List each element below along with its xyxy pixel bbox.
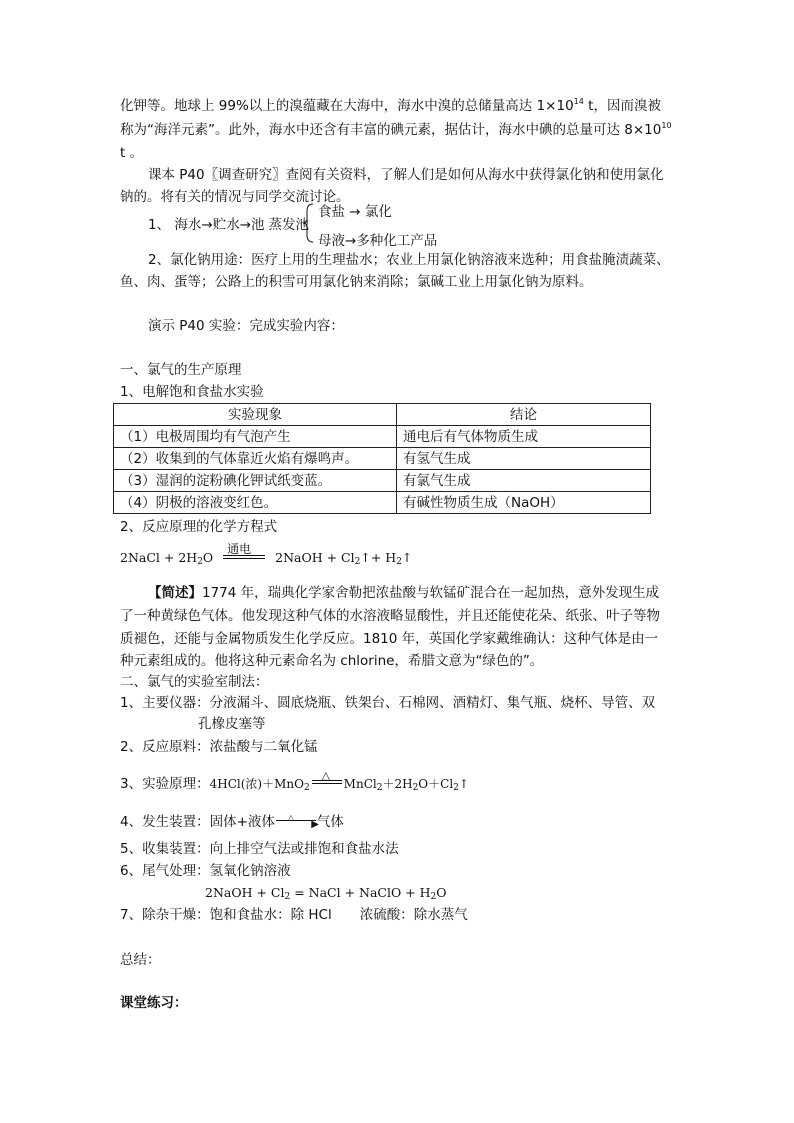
intro-line-3: t 。 [120, 145, 144, 161]
intro-line-1-text: 化钾等。地球上 99%以上的溴蕴藏在大海中，海水中溴的总储量高达 1×10 [120, 98, 574, 114]
eq-condition: 通电 [227, 541, 252, 556]
apparatus-type-gas: 气体 [316, 814, 344, 830]
subscript: 2 [412, 783, 419, 793]
history-label: 【简述】 [148, 585, 202, 601]
research-line-2: 钠的。将有关的情况与同学交流讨论。 [120, 189, 350, 205]
table-header-phenomenon: 实验现象 [114, 404, 397, 426]
history-line-2: 了一种黄绿色气体。他发现这种气体的水溶液略显酸性，并且还能使花朵、纸张、叶子等物 [120, 608, 660, 624]
tail-gas-equation [205, 883, 447, 903]
principle-label: 3、实验原理： [120, 776, 210, 792]
flow-item-1 [148, 215, 309, 235]
uses-line-2: 鱼、肉、蛋等；公路上的积雪可用氯化钠来消除；氯碱工业上用氯化钠为原料。 [120, 274, 593, 290]
intro-line-2-text: 称为“海洋元素”。此外，海水中还含有丰富的碘元素，据估计，海水中碘的总量可达 8×10 [120, 122, 662, 138]
flow-evaporation: 蒸发池 [268, 217, 310, 233]
table-header-row [114, 404, 651, 426]
intro-line-1-tail: t，因而溴被 [583, 98, 661, 114]
table-cell: （4）阴极的溶液变红色。 [114, 492, 397, 514]
table-cell: 有氯气生成 [397, 470, 651, 492]
subscript: 2 [354, 557, 361, 567]
purify-acid: 浓硫酸：除水蒸气 [359, 907, 468, 923]
flow-seawater: 1、 海水 [148, 217, 202, 233]
arrow-icon: → [345, 233, 357, 249]
brace-icon [302, 203, 314, 243]
table-cell: （1）电极周围均有气泡产生 [114, 426, 397, 448]
research-line-1: 课本 P40〖调查研究〗查阅有关资料，了解人们是如何从海水中获得氯化钠和使用氯化 [148, 167, 664, 183]
eq-part: O＋Cl [418, 777, 454, 791]
table-row [114, 470, 651, 492]
flow-branch-2 [318, 231, 437, 251]
eq-part: ＋2H [382, 777, 413, 791]
table-cell: 有氢气生成 [397, 448, 651, 470]
eq-products-tail: ↑ [401, 550, 413, 565]
subscript: 2 [453, 783, 459, 793]
table-cell: （3）湿润的淀粉碘化钾试纸变蓝。 [114, 470, 397, 492]
demo-line: 演示 P40 实验：完成实验内容： [148, 318, 344, 334]
table-cell: 通电后有气体物质生成 [397, 426, 651, 448]
exercise-heading: 课堂练习： [120, 995, 188, 1011]
experiment-table [113, 403, 651, 514]
eq-part: = NaCl + NaClO + H [290, 885, 431, 900]
eq-part: 2NaOH + Cl [205, 885, 285, 900]
eq-part: 4HCl(浓)＋MnO [209, 777, 304, 791]
section-1-sub-2: 2、反应原理的化学方程式 [120, 519, 278, 535]
subscript: 2 [376, 783, 383, 793]
arrow-icon: → [239, 217, 252, 233]
apparatus-type-text: 4、发生装置：固体+液体 [120, 814, 275, 830]
eq-part: O [436, 885, 447, 900]
subscript: 2 [396, 557, 402, 567]
intro-line-2 [120, 120, 672, 140]
flow-pool: 池 [251, 217, 265, 233]
flow-branch-1: 食盐 → 氯化 [318, 204, 392, 220]
eq-reactants-tail: O [202, 550, 214, 565]
principle-equation [209, 768, 469, 793]
apparatus-line-1: 1、主要仪器：分液漏斗、圆底烧瓶、铁架台、石棉网、酒精灯、集气瓶、烧杯、导管、双 [120, 695, 656, 711]
apparatus-type-line: 4、发生装置：固体+液体 ▶ △ 气体 [120, 813, 344, 830]
subscript: 2 [284, 892, 291, 902]
eq-part: MnCl [343, 777, 377, 791]
intro-line-1 [120, 96, 661, 116]
eq-products: 2NaOH + Cl [275, 550, 355, 565]
tail-gas-line: 6、尾气处理：氢氧化钠溶液 [120, 863, 291, 879]
summary-heading: 总结： [120, 952, 161, 968]
uses-line-1: 2、氯化钠用途：医疗上用的生理盐水；农业上用氯化钠溶液来选种；用食盐腌渍蔬菜、 [148, 252, 670, 268]
purify-line [120, 905, 468, 925]
subscript: 2 [303, 783, 310, 793]
table-header-conclusion: 结论 [397, 404, 651, 426]
collection-line: 5、收集装置：向上排空气法或排饱和食盐水法 [120, 841, 399, 857]
principle-line [120, 768, 469, 794]
apparatus-line-2: 孔橡皮塞等 [198, 716, 266, 732]
subscript: 2 [197, 557, 203, 567]
materials-line: 2、反应原料：浓盐酸与二氧化锰 [120, 739, 318, 755]
history-line-4: 种元素组成的。他将这种元素命名为 chlorine，希腊文意为“绿色的”。 [120, 653, 544, 669]
table-cell: 有碱性物质生成（NaOH） [397, 492, 651, 514]
table-row [114, 426, 651, 448]
history-line-1 [148, 583, 659, 603]
electrolysis-equation [120, 541, 413, 568]
flow-chemical-products: 多种化工产品 [356, 233, 438, 249]
table-row [114, 448, 651, 470]
eq-reactants: 2NaCl + 2H [120, 550, 198, 565]
purify-brine: 7、除杂干燥：饱和食盐水：除 HCl [120, 907, 332, 923]
intro-exponent-1: 14 [573, 97, 584, 106]
section-1-sub-1: 1、电解饱和食盐水实验 [120, 384, 264, 400]
eq-part: ↑ [458, 777, 469, 791]
flow-storage: 贮水 [212, 217, 240, 233]
section-2-title: 二、氯气的实验室制法： [120, 674, 269, 690]
table-cell: （2）收集到的气体靠近火焰有爆鸣声。 [114, 448, 397, 470]
section-1-title: 一、氯气的生产原理 [120, 362, 242, 378]
flow-mother-liquor: 母液 [318, 233, 345, 249]
subscript: 2 [430, 892, 437, 902]
history-line-3: 质褪色，还能与金属物质发生化学反应。1810 年，英国化学家戴维确认：这种气体是由一 [120, 631, 659, 647]
eq-products-mid: ↑+ H [360, 550, 397, 565]
table-row [114, 492, 651, 514]
eq-condition: △ [321, 768, 331, 782]
intro-exponent-2: 10 [661, 121, 672, 130]
history-line-1-text: 1774 年，瑞典化学家舍勒把浓盐酸与软锰矿混合在一起加热，意外发现生成 [202, 585, 660, 601]
arrow-icon: → [201, 217, 213, 233]
